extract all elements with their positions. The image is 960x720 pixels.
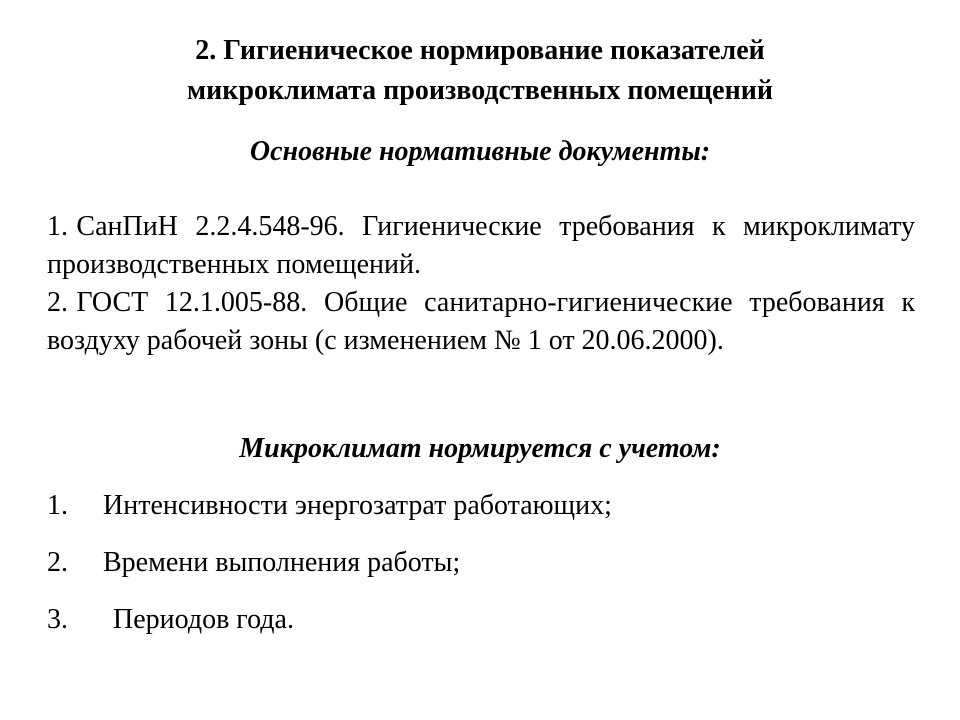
factor-item-text: Периодов года.: [113, 604, 294, 635]
documents-list: [47, 208, 915, 360]
document-item-text: СанПиН 2.2.4.548-96. Гигиенические требования к микроклимату производственных помещений.: [47, 211, 915, 280]
factors-heading: Микроклимат нормируется с учетом:: [239, 433, 721, 464]
factor-item: [47, 601, 915, 639]
slide-title-line-2: микроклимата производственных помещений: [187, 75, 773, 106]
slide-title-line-1: 2. Гигиеническое нормирование показателей: [195, 35, 765, 66]
factor-item-number: 3.: [47, 604, 68, 635]
factor-item-text: Интенсивности энергозатрат работающих;: [103, 490, 612, 521]
documents-heading: Основные нормативные документы:: [249, 136, 711, 167]
factor-item: [47, 487, 915, 525]
factor-item-number: 1.: [47, 490, 68, 521]
slide-title: [40, 31, 920, 111]
document-item-text: ГОСТ 12.1.005-88. Общие санитарно-гигиенические требования к воздуху рабочей зоны (с изменением № 1 от 20.06.2000).: [47, 287, 915, 356]
factor-item-text: Времени выполнения работы;: [103, 547, 461, 578]
document-item: [47, 208, 915, 284]
factor-item-number: 2.: [47, 547, 68, 578]
factors-list: [47, 487, 915, 658]
document-item-number: 2.: [47, 287, 68, 318]
factor-item: [47, 544, 915, 582]
document-item-number: 1.: [47, 211, 68, 242]
document-item: [47, 284, 915, 360]
